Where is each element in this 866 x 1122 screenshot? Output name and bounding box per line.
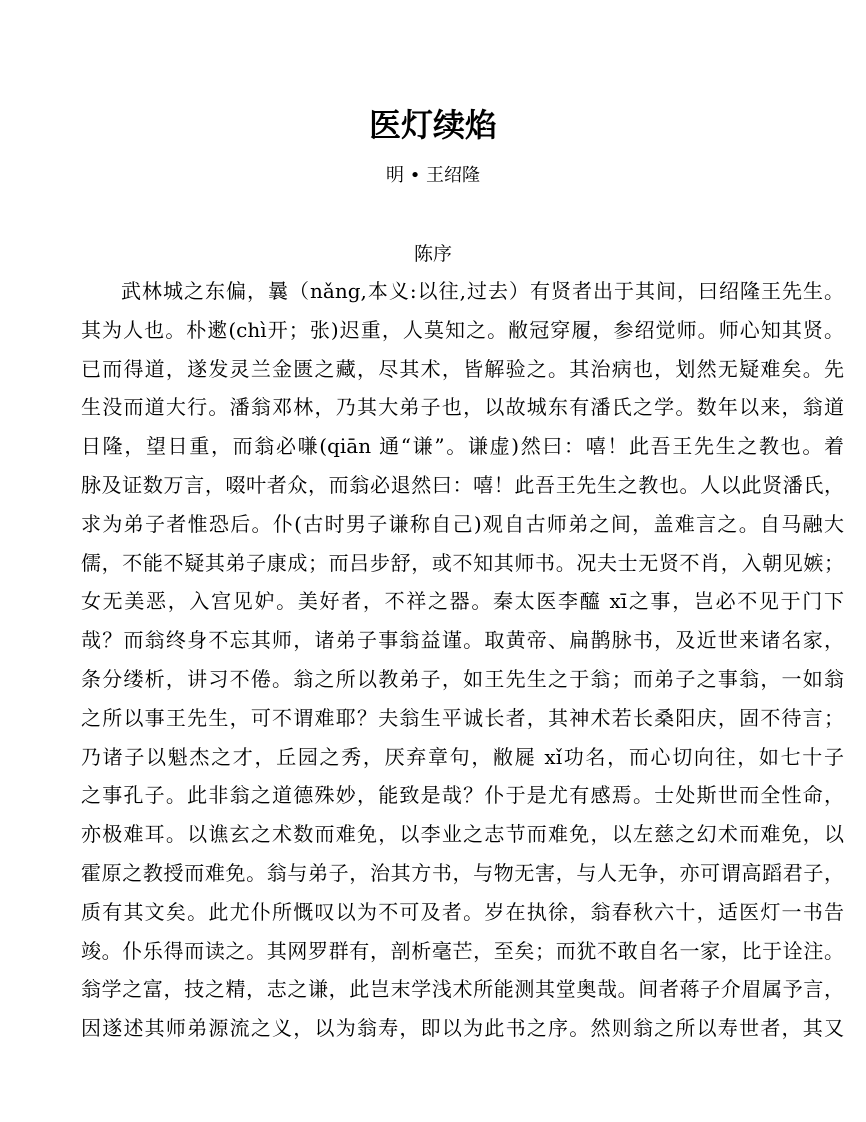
text-line: 翁学之富，技之精，志之谦，此岂末学浅术所能测其堂奥哉。间者蒋子介眉属予言，	[81, 977, 844, 1002]
text-line: 质有其文矣。此尤仆所慨叹以为不可及者。岁在执徐，翁春秋六十，适医灯一书告	[81, 899, 844, 924]
text-line: 之所以事王先生，可不谓难耶？夫翁生平诚长者，其神术若长桑阳庆，固不待言；	[81, 705, 844, 730]
document-author: 明 • 王绍隆	[385, 165, 481, 186]
text-line: 武林城之东偏，曩（nǎng,本义:以往,过去）有贤者出于其间，曰绍隆王先生。	[121, 279, 844, 303]
text-line: 求为弟子者惟恐后。仆(古时男子谦称自己)观自古师弟之间，盖难言之。自马融大	[81, 511, 844, 536]
text-line: 女无美恶，入宫见妒。美好者，不祥之器。秦太医李醯 xī之事，岂必不见于门下	[81, 589, 844, 614]
text-line: 霍原之教授而难免。翁与弟子，治其方书，与物无害，与人无争，亦可谓高蹈君子，	[81, 860, 844, 885]
text-line: 日隆，望日重，而翁必嗛(qiān 通“谦”。谦虚)然曰：嘻！此吾王先生之教也。着	[81, 434, 844, 459]
text-line: 条分缕析，讲习不倦。翁之所以教弟子，如王先生之于翁；而弟子之事翁，一如翁	[81, 666, 844, 691]
text-line: 亦极难耳。以谯玄之术数而难免，以李业之志节而难免，以左慈之幻术而难免，以	[81, 822, 844, 847]
section-title: 陈序	[413, 243, 452, 265]
text-line: 竣。仆乐得而读之。其网罗群有，剖析毫芒，至矣；而犹不敢自名一家，比于诠注。	[81, 938, 844, 963]
text-line: 哉？而翁终身不忘其师，诸弟子事翁益谨。取黄帝、扁鹊脉书，及近世来诸名家，	[81, 628, 844, 653]
text-line: 因遂述其师弟源流之义，以为翁寿，即以为此书之序。然则翁之所以寿世者，其又	[81, 1016, 844, 1041]
text-line: 脉及证数万言，啜叶者众，而翁必退然曰：嘻！此吾王先生之教也。人以此贤潘氏，	[81, 472, 844, 497]
text-line: 之事孔子。此非翁之道德殊妙，能致是哉？仆于是尤有感焉。士处斯世而全性命，	[81, 783, 844, 808]
text-line: 儒，不能不疑其弟子康成；而吕步舒，或不知其师书。况夫士无贤不肖，入朝见嫉；	[81, 550, 844, 575]
preface-body	[81, 272, 844, 1048]
text-line: 生没而道大行。潘翁邓林，乃其大弟子也，以故城东有潘氏之学。数年以来，翁道	[81, 395, 844, 420]
text-line: 乃诸子以魁杰之才，丘园之秀，厌弃章句，敝屣 xǐ功名，而心切向往，如七十子	[81, 744, 844, 769]
document-title: 医灯续焰	[368, 106, 497, 144]
text-line: 已而得道，遂发灵兰金匮之藏，尽其术，皆解验之。其治病也，划然无疑难矣。先	[81, 356, 844, 381]
text-line: 其为人也。朴遬(chì开；张)迟重，人莫知之。敝冠穿履，参绍觉师。师心知其贤。	[81, 317, 844, 342]
